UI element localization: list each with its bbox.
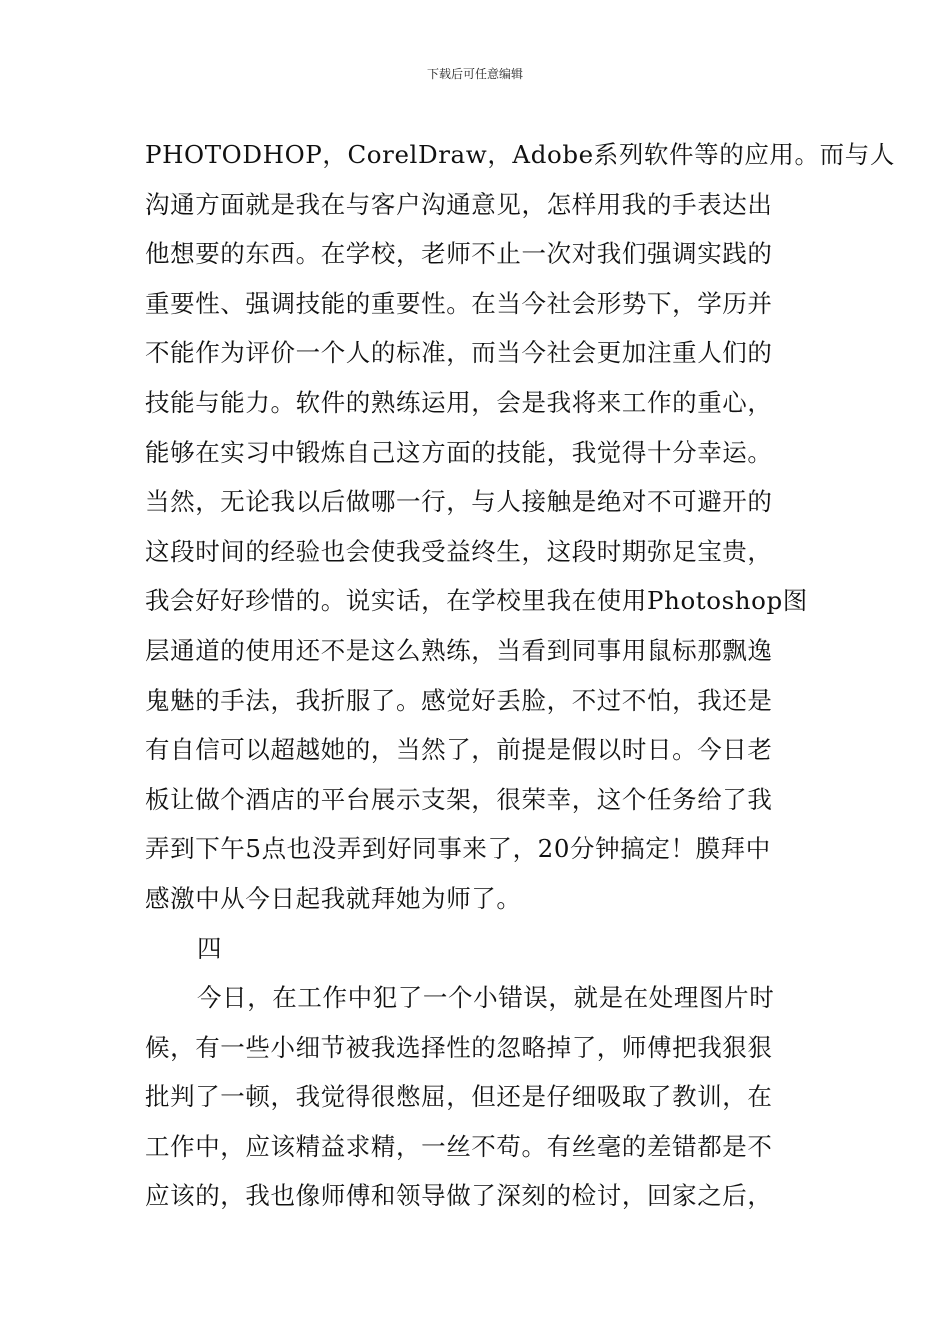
text-line: 当然，无论我以后做哪一行，与人接触是绝对不可避开的: [145, 487, 773, 517]
page-header: 下载后可任意编辑: [426, 67, 523, 81]
text-line: 候，有一些小细节被我选择性的忽略掉了，师傅把我狠狠: [145, 1032, 773, 1062]
text-line: 应该的，我也像师傅和领导做了深刻的检讨，回家之后，: [145, 1181, 773, 1211]
text-line: 技能与能力。软件的熟练运用，会是我将来工作的重心，: [145, 387, 773, 417]
text-line: 我会好好珍惜的。说实话，在学校里我在使用Photoshop图: [145, 586, 808, 616]
text-line: 弄到下午5点也没弄到好同事来了，20分钟搞定！膜拜中: [145, 834, 771, 864]
section-heading: 四: [197, 933, 223, 963]
text-line: 层通道的使用还不是这么熟练，当看到同事用鼠标那飘逸: [145, 635, 773, 665]
text-line: 鬼魅的手法，我折服了。感觉好丢脸，不过不怕，我还是: [145, 685, 773, 715]
text-line: 板让做个酒店的平台展示支架，很荣幸，这个任务给了我: [145, 784, 773, 814]
text-line: 重要性、强调技能的重要性。在当今社会形势下，学历并: [145, 288, 773, 318]
text-line: 不能作为评价一个人的标准，而当今社会更加注重人们的: [145, 338, 773, 368]
text-line: 工作中，应该精益求精，一丝不苟。有丝毫的差错都是不: [145, 1131, 773, 1161]
text-line: 能够在实习中锻炼自己这方面的技能，我觉得十分幸运。: [145, 437, 773, 467]
text-line: 有自信可以超越她的，当然了，前提是假以时日。今日老: [145, 735, 773, 765]
body-text: [145, 130, 895, 1221]
text-line: 批判了一顿，我觉得很憋屈，但还是仔细吸取了教训，在: [145, 1082, 773, 1112]
text-line: PHOTODHOP，CorelDraw，Adobe系列软件等的应用。而与人: [145, 140, 895, 169]
text-line: 今日，在工作中犯了一个小错误，就是在处理图片时: [197, 983, 775, 1013]
text-line: 感激中从今日起我就拜她为师了。: [145, 883, 522, 913]
text-line: 这段时间的经验也会使我受益终生，这段时期弥足宝贵，: [145, 536, 773, 566]
text-line: 沟通方面就是我在与客户沟通意见，怎样用我的手表达出: [145, 189, 773, 219]
text-line: 他想要的东西。在学校，老师不止一次对我们强调实践的: [145, 239, 773, 269]
